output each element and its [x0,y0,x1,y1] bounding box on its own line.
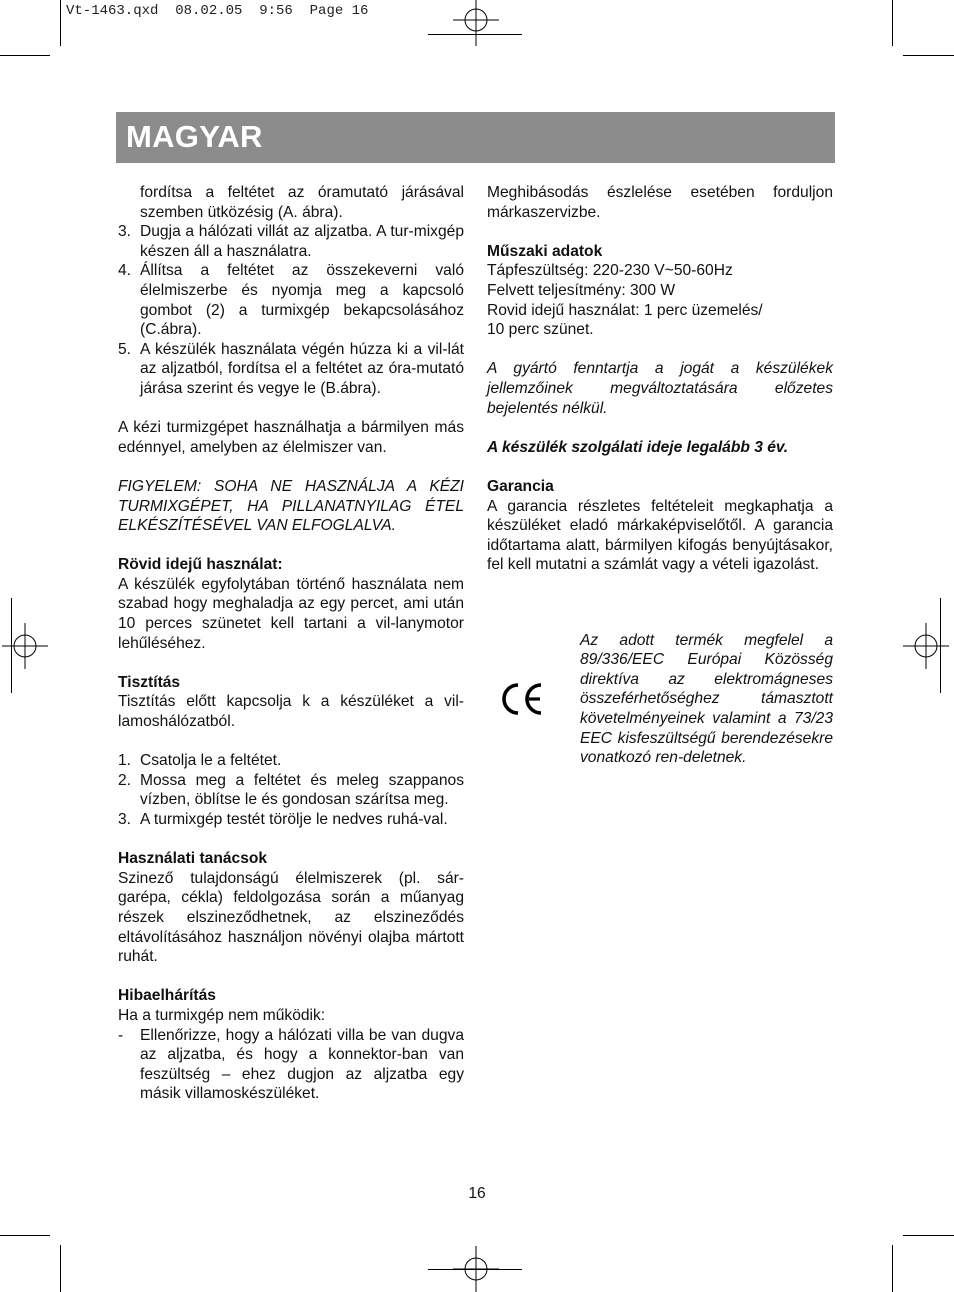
list-number: 3. [118,811,132,828]
paragraph: Szinező tulajdonságú élelmiszerek (pl. sár-garépa, cékla) feldolgozása során a műanyag részek elszineződhetnek, az elszineződés eltávolításához használjon növényi olajba mártott ruhát. [118,869,464,966]
crop-mark [60,1245,61,1292]
paragraph: A garancia részletes feltételeit megkaphatja a készüléket eladó márkaképviselőtől. A garancia időtartama alatt, bármilyen kifogás benyújtásakor, fel kell mutatni a számlát vagy a vételi igazolást. [487,497,833,574]
list-item [118,1026,464,1104]
spec-line: Felvett teljesítmény: 300 W [487,281,676,299]
printer-slug: Vt-1463.qxd 08.02.05 9:56 Page 16 [66,3,369,19]
crop-mark [0,55,50,56]
registration-mark-icon [2,623,48,669]
page-number: 16 [468,1185,486,1202]
list-text: A turmixgép testét törölje le nedves ruhá-val. [140,811,448,828]
left-column [118,183,464,1104]
crop-mark [892,0,893,46]
paragraph: A kézi turmizgépet használhatja a bármilyen más edénnyel, amelyben az élelmiszer van. [118,419,464,456]
list-text: Állítsa a feltétet az összekeverni való élelmiszerbe és nyomja meg a kapcsoló gombot (2) a turmixgép bekapcsolásához (C.ábra). [140,262,464,339]
spec-line: Tápfeszültség: 220-230 V~50-60Hz [487,262,733,280]
list-item [118,771,464,810]
list-item [118,810,464,830]
list-item [118,340,464,399]
ce-mark-icon [499,682,545,716]
crop-mark [428,34,522,35]
paragraph: Tisztítás előtt kapcsolja k a készüléket a vil-lamoshálózatból. [118,693,464,731]
spec-line: 10 perc szünet. [487,321,594,339]
list-number: 4. [118,262,132,280]
section-heading: Garancia [487,477,554,495]
crop-mark [11,598,12,693]
disclaimer-paragraph: A gyártó fenntartja a jogát a készülékek jellemzőinek megváltoztatására előzetes bejelentés nélkül. [487,360,833,417]
list-number: 1. [118,752,132,770]
list-text: A készülék használata végén húzza ki a vil-lát az aljzatból, fordítsa el a feltétet az óra-mutató járása szerint és vegye le (B.ábra). [140,340,464,397]
list-item [118,261,464,339]
registration-mark-icon [453,0,499,46]
paragraph: Meghibásodás észlelése esetében forduljon márkaszervizbe. [487,184,833,221]
crop-mark [903,1235,954,1236]
list-text: Ellenőrizze, hogy a hálózati villa be van dugva az aljzatba, és hogy a konnektor-ban van feszültség – ehez dugjon az aljzatba egy másik villamoskészüléket. [140,1026,464,1103]
warning-paragraph: FIGYELEM: SOHA NE HASZNÁLJA A KÉZI TURMIXGÉPET, HA PILLANATNYILAG ÉTEL ELKÉSZÍTÉSÉVEL VAN ELFOGLALVA. [118,477,464,535]
paragraph: Ha a turmixgép nem működik: [118,1006,326,1024]
crop-mark [892,1245,893,1292]
list-number: 2. [118,771,132,789]
crop-mark [940,598,941,693]
section-title: MAGYAR [126,119,263,154]
list-text: Mossa meg a feltétet és meleg szappanos vízben, öblítse le és gondosan szárítsa meg. [140,771,464,809]
list-item [118,751,464,771]
crop-mark [903,55,954,56]
section-heading: Műszaki adatok [487,242,603,260]
section-banner [116,112,835,163]
list-item [118,222,464,261]
registration-mark-icon [903,623,949,669]
list-text: Csatolja le a feltétet. [140,752,282,770]
lifetime-statement: A készülék szolgálati ideje legalább 3 év. [487,438,789,456]
spec-line: Rovid idejű használat: 1 perc üzemelés/ [487,301,763,319]
step-continuation: fordítsa a feltétet az óramutató járásával szemben ütközésig (A. ábra). [140,184,464,221]
list-bullet: - [118,1026,124,1044]
section-heading: Hibaelhárítás [118,987,216,1005]
list-text: Dugja a hálózati villát az aljzatba. A tur-mixgép készen áll a használatra. [140,223,464,260]
crop-mark [0,1235,50,1236]
section-heading: Tisztítás [118,673,181,691]
ce-statement: Az adott termék megfelel a 89/336/EEC Európai Közösség direktíva az elektromágneses összeférhetőséghez támasztott követelményeinek valamint a 73/23 EEC kisfeszültségű berendezésekre vonatkozó ren-deletnek. [580,631,833,767]
paragraph: A készülék egyfolytában történő használata nem szabad hogy meghaladja az egy percet, ami után 10 perces szünetet kell tartani a vil-lanymotor lehűléséhez. [118,575,464,652]
crop-mark [428,1269,522,1270]
ce-compliance-block [487,615,833,783]
right-column [487,183,833,575]
section-heading: Rövid idejű használat: [118,556,283,574]
section-heading: Használati tanácsok [118,850,268,868]
list-number: 5. [118,340,132,358]
list-number: 3. [118,223,132,241]
crop-mark [60,0,61,46]
